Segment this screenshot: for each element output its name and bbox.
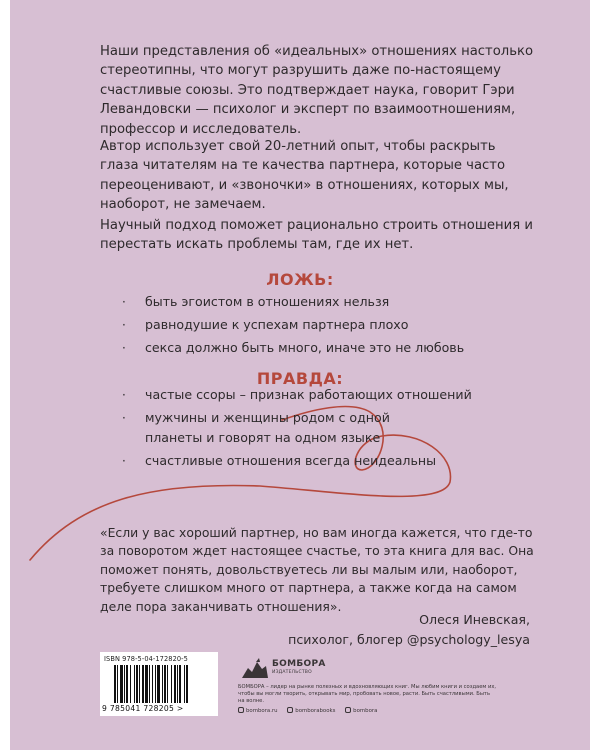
- list-item: · равнодушие к успехам партнера плохо: [122, 315, 482, 335]
- social-link-books[interactable]: bomborabooks: [287, 708, 335, 714]
- social-link-vk[interactable]: bombora: [345, 708, 377, 714]
- bullet-icon: ·: [122, 318, 126, 332]
- bullet-icon: ·: [122, 295, 126, 309]
- list-item: · счастливые отношения всегда неидеальны: [122, 451, 482, 471]
- social-link-site[interactable]: bombora.ru: [238, 708, 278, 714]
- list-item: · частые ссоры – признак работающих отношений: [122, 385, 482, 405]
- vk-icon: [345, 707, 351, 713]
- list-item: · секса должно быть много, иначе это не любовь: [122, 338, 482, 358]
- reviewer-role: психолог, блогер @psychology_lesya: [288, 632, 530, 647]
- review-quote: «Если у вас хороший партнер, но вам иногда кажется, что где-то за поворотом ждет настоящее счастье, то эта книга для вас. Она поможет понять, довольствуетесь ли вы малым или, наоборот, требуете слишком много от партнера, а также когда на самом деле пора заканчивать отношения».: [100, 525, 534, 614]
- intro-paragraph-1: Наши представления об «идеальных» отношениях настолько стереотипны, что могут разрушить даже по-настоящему счастливые союзы. Это подтверждает наука, говорит Гэри Левандовски — психолог и эксперт по взаимоотношениям, профессор и исследователь.: [100, 44, 534, 137]
- bullet-icon: ·: [122, 411, 126, 425]
- book-back-cover: [10, 0, 590, 750]
- barcode-icon: [114, 665, 210, 703]
- barcode-digits: 9 785041 728205 >: [102, 704, 184, 713]
- list-item: · быть эгоистом в отношениях нельзя: [122, 292, 482, 312]
- list-item: · мужчины и женщины родом с одной планеты и говорят на одном языке: [122, 410, 390, 445]
- lies-heading: ЛОЖЬ:: [266, 270, 334, 289]
- publisher-name: БОМБОРА: [272, 659, 326, 669]
- lies-list: [122, 292, 482, 361]
- barcode-block: [100, 652, 218, 716]
- instagram-icon: [238, 707, 244, 713]
- social-icon: [287, 707, 293, 713]
- reviewer-name: Олеся Иневская,: [419, 612, 530, 627]
- intro-paragraph-3: Научный подход поможет рационально строить отношения и перестать искать проблемы там, где их нет.: [100, 218, 533, 253]
- bullet-icon: ·: [122, 341, 126, 355]
- bullet-icon: ·: [122, 388, 126, 402]
- publisher-description: БОМБОРА – лидер на рынке полезных и вдохновляющих книг. Мы любим книги и создаем их, чтобы вы могли творить, открывать мир, пробовать новое, расти. Быть счастливыми. Быть на волне.: [238, 684, 497, 704]
- social-links: [238, 707, 385, 714]
- publisher-subtitle: ИЗДАТЕЛЬСТВО: [272, 670, 312, 675]
- bullet-icon: ·: [122, 454, 126, 468]
- intro-paragraph-2: Автор использует свой 20-летний опыт, чтобы раскрыть глаза читателям на те качества партнера, которые часто переоценивают, и «звоночки» в отношениях, которых мы, наоборот, не замечаем.: [100, 139, 509, 213]
- truth-heading: ПРАВДА:: [256, 369, 344, 388]
- truth-list: [122, 385, 482, 474]
- isbn-text: ISBN 978-5-04-172820-5: [104, 655, 188, 663]
